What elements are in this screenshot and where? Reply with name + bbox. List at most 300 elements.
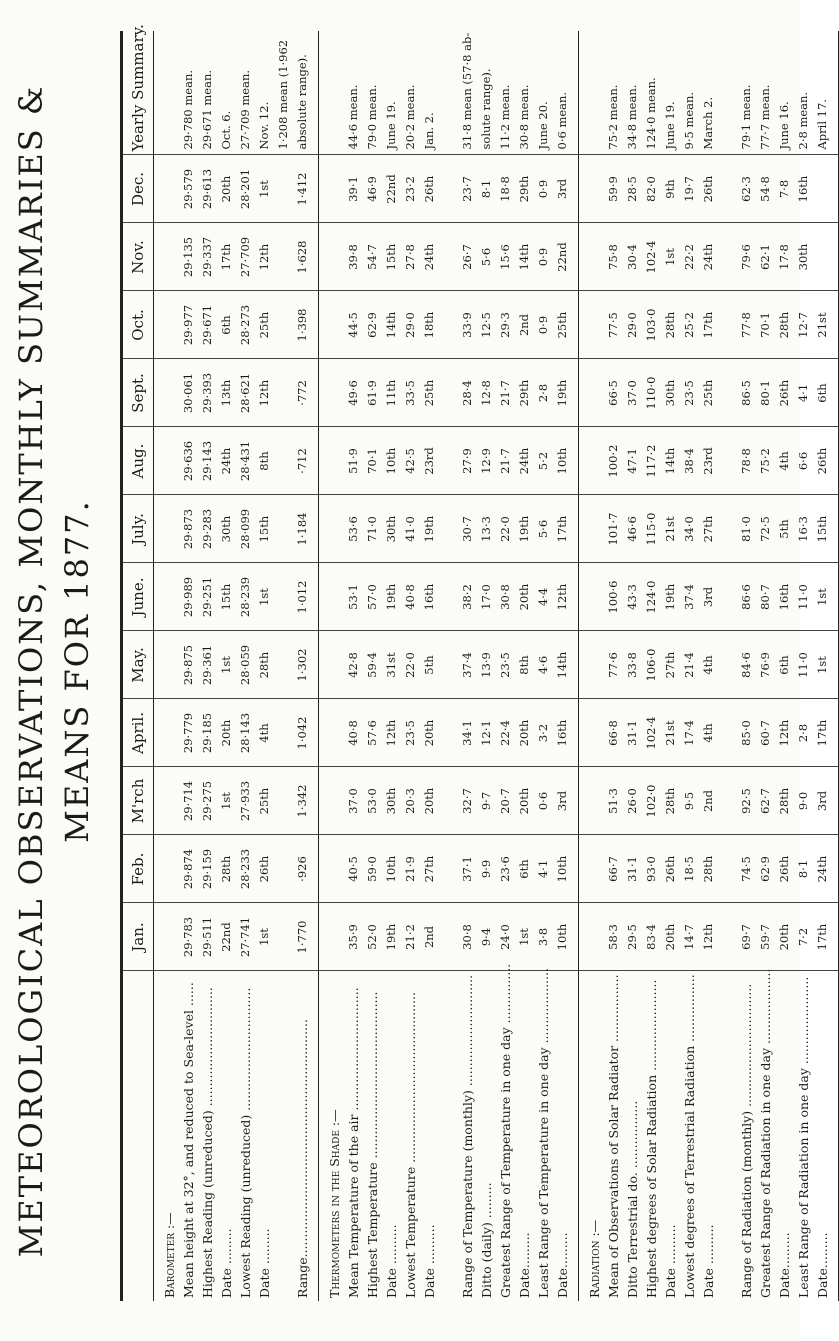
value-cell: 27·741 [238, 916, 252, 958]
header-month: Oct. [122, 291, 154, 359]
value-cell: 37·0 [625, 380, 639, 406]
value-cell [160, 567, 179, 628]
value-cell: 10th [555, 923, 569, 951]
value-cell [718, 295, 737, 356]
value-cell: 29·3 [498, 312, 512, 338]
value-cell: 1st [517, 928, 531, 946]
value-cell: 1st [815, 588, 829, 606]
month-values [154, 631, 319, 699]
value-cell: 20th [219, 175, 233, 203]
value-cell [585, 839, 604, 900]
yearly-value: June 19. [663, 101, 677, 150]
row-label: Date ......... [219, 1228, 234, 1298]
yearly-value: solute range). [479, 68, 493, 150]
value-cell: 4th [777, 451, 791, 471]
value-cell: 28·099 [238, 508, 252, 550]
value-cell: 29·875 [181, 644, 195, 686]
value-cell: 10th [555, 855, 569, 883]
value-cell: 4·6 [536, 655, 550, 675]
value-cell: 29·511 [200, 916, 214, 958]
value-cell: 66·7 [606, 856, 620, 882]
value-cell: 59·7 [758, 924, 772, 950]
value-cell: 26·0 [625, 788, 639, 814]
header-month: May. [122, 631, 154, 699]
value-cell: 12th [384, 719, 398, 747]
value-cell: 12·9 [479, 448, 493, 474]
value-cell: 6th [517, 859, 531, 879]
value-cell: 29·275 [200, 780, 214, 822]
value-cell [585, 227, 604, 288]
value-cell: 15th [815, 515, 829, 543]
row-label: Greatest Range of Radiation in one day ................... [758, 968, 773, 1298]
value-cell: 71·0 [365, 516, 379, 542]
value-cell: 22·0 [403, 652, 417, 678]
row-label: Date ......... [257, 1228, 272, 1298]
value-cell: 27th [701, 515, 715, 543]
value-cell: 62·9 [758, 856, 772, 882]
yearly-value: 77·7 mean. [758, 84, 772, 150]
value-cell: 21st [663, 516, 677, 542]
value-cell: 19·7 [682, 176, 696, 202]
value-cell: 8·1 [479, 179, 493, 199]
value-cell: 14th [384, 311, 398, 339]
month-values [319, 699, 579, 767]
row-label [718, 975, 737, 1299]
value-cell: 49·6 [346, 380, 360, 406]
value-cell [325, 499, 344, 560]
value-cell: 26th [777, 379, 791, 407]
value-cell: ·772 [295, 380, 309, 406]
value-cell [160, 363, 179, 424]
value-cell [325, 567, 344, 628]
month-values [319, 427, 579, 495]
value-cell: 17·4 [682, 720, 696, 746]
value-cell: 29·337 [200, 236, 214, 278]
value-cell: 34·1 [460, 720, 474, 746]
value-cell: 29·0 [625, 312, 639, 338]
value-cell: 74·5 [739, 856, 753, 882]
value-cell: 21st [815, 312, 829, 338]
yearly-value: 2·8 mean. [796, 91, 810, 150]
value-cell [718, 907, 737, 968]
value-cell: 12·7 [796, 312, 810, 338]
table-body [154, 31, 839, 1301]
yearly-value: 30·8 mean. [517, 84, 531, 150]
value-cell [160, 431, 179, 492]
value-cell: 3·2 [536, 723, 550, 743]
value-cell: 11th [384, 379, 398, 407]
yearly-value: 31·8 mean (57·8 ab- [460, 32, 474, 150]
yearly-value: 29·671 mean. [200, 69, 214, 150]
value-cell [274, 839, 293, 900]
value-cell: 22·4 [498, 720, 512, 746]
value-cell: 115·0 [644, 512, 658, 546]
row-label: Lowest Temperature ........................................... [403, 991, 418, 1298]
month-values [579, 835, 839, 903]
value-cell: 30·4 [625, 244, 639, 270]
value-cell: 9·5 [682, 791, 696, 811]
value-cell: 24th [422, 243, 436, 271]
value-cell [813, 227, 832, 288]
value-cell: 2nd [701, 789, 715, 813]
value-cell [585, 567, 604, 628]
month-values [319, 359, 579, 427]
month-values [579, 631, 839, 699]
value-cell: 16·3 [796, 516, 810, 542]
yearly-value: March 2. [701, 96, 715, 150]
value-cell: 8·1 [796, 859, 810, 879]
value-cell: 77·6 [606, 652, 620, 678]
value-cell: 25th [257, 787, 271, 815]
value-cell: 4th [701, 655, 715, 675]
value-cell: 20th [517, 719, 531, 747]
month-values [319, 631, 579, 699]
value-cell: 30th [796, 243, 810, 271]
value-cell: 29·0 [403, 312, 417, 338]
value-cell [160, 839, 179, 900]
header-month: July. [122, 495, 154, 563]
value-cell [160, 159, 179, 220]
value-cell [585, 771, 604, 832]
value-cell: 23·6 [498, 856, 512, 882]
yearly-value: 124·0 mean. [644, 77, 658, 150]
value-cell: 124·0 [644, 580, 658, 614]
month-values [319, 563, 579, 631]
value-cell [274, 567, 293, 628]
value-cell: 29·159 [200, 848, 214, 890]
month-values [319, 495, 579, 563]
value-cell: 100·6 [606, 580, 620, 614]
yearly-value: 20·2 mean. [403, 84, 417, 150]
header-month: Sept. [122, 359, 154, 427]
value-cell: 1·012 [295, 580, 309, 614]
header-month: April. [122, 699, 154, 767]
value-cell: 54·8 [758, 176, 772, 202]
value-cell [718, 703, 737, 764]
value-cell: 26th [777, 855, 791, 883]
value-cell: 80·7 [758, 584, 772, 610]
section-heading: Barometer :— [162, 1212, 177, 1298]
yearly-summary-values [579, 31, 839, 155]
value-cell: 0·9 [536, 247, 550, 267]
value-cell [718, 431, 737, 492]
header-row [122, 31, 154, 1301]
value-cell: 12th [555, 583, 569, 611]
value-cell: 29·185 [200, 712, 214, 754]
value-cell: 20th [777, 923, 791, 951]
yearly-value: 79·0 mean. [365, 84, 379, 150]
value-cell: 20th [422, 719, 436, 747]
value-cell: 26th [663, 855, 677, 883]
value-cell: 117·2 [644, 444, 658, 478]
value-cell: 5·2 [536, 451, 550, 471]
yearly-value [718, 34, 737, 152]
value-cell: 27·933 [238, 780, 252, 822]
value-cell: ·712 [295, 448, 309, 474]
value-cell [325, 839, 344, 900]
value-cell [325, 703, 344, 764]
value-cell: 62·1 [758, 244, 772, 270]
value-cell [325, 363, 344, 424]
row-label: Mean Temperature of the air ............................... [346, 987, 361, 1298]
value-cell: 28·233 [238, 848, 252, 890]
header-month: M'rch [122, 767, 154, 835]
month-values [579, 223, 839, 291]
month-values [579, 903, 839, 971]
value-cell [325, 295, 344, 356]
row-label: Mean height at 32°, and reduced to Sea-level ...... [181, 982, 196, 1298]
yearly-value: 79·1 mean. [739, 84, 753, 150]
month-values [154, 563, 319, 631]
value-cell [585, 635, 604, 696]
value-cell [718, 159, 737, 220]
value-cell: 58·3 [606, 924, 620, 950]
value-cell [439, 771, 458, 832]
value-cell: 14th [555, 651, 569, 679]
value-cell: 6th [777, 655, 791, 675]
header-month: Dec. [122, 155, 154, 223]
value-cell: 4·1 [536, 859, 550, 879]
value-cell: 31·1 [625, 720, 639, 746]
value-cell [439, 703, 458, 764]
value-cell [325, 159, 344, 220]
observations-table [120, 24, 839, 1301]
month-values [154, 767, 319, 835]
value-cell: 75·8 [606, 244, 620, 270]
section-row [319, 31, 579, 1301]
value-cell [585, 295, 604, 356]
value-cell: 1st [219, 792, 233, 810]
value-cell [439, 499, 458, 560]
value-cell: 2nd [517, 313, 531, 337]
page-title: METEOROLOGICAL OBSERVATIONS, MONTHLY SUMMARIES & MEANS FOR 1877. [12, 84, 96, 1258]
value-cell: 1·770 [295, 920, 309, 954]
value-cell: 22nd [555, 242, 569, 272]
value-cell: 23rd [701, 447, 715, 475]
value-cell: 30·8 [460, 924, 474, 950]
value-cell [718, 567, 737, 628]
month-values [579, 155, 839, 223]
value-cell: 66·8 [606, 720, 620, 746]
month-values [319, 903, 579, 971]
value-cell: 30th [219, 515, 233, 543]
section-row [154, 31, 319, 1301]
value-cell: 8th [517, 655, 531, 675]
value-cell: 29·874 [181, 848, 195, 890]
row-label: Date .......... [422, 1224, 437, 1298]
value-cell: 86·6 [739, 584, 753, 610]
value-cell: 29·779 [181, 712, 195, 754]
value-cell: 15th [384, 243, 398, 271]
value-cell: 8th [257, 451, 271, 471]
value-cell: 10th [384, 447, 398, 475]
value-cell: 28·201 [238, 168, 252, 210]
value-cell: 26·7 [460, 244, 474, 270]
value-cell: 9th [663, 179, 677, 199]
value-cell: 13th [219, 379, 233, 407]
value-cell [274, 363, 293, 424]
value-cell: 1·184 [295, 512, 309, 546]
value-cell: 2·8 [536, 383, 550, 403]
value-cell: 62·7 [758, 788, 772, 814]
row-label: Ditto (daily) ......... [479, 1182, 494, 1298]
value-cell: 9·0 [796, 791, 810, 811]
value-cell: 28th [219, 855, 233, 883]
value-cell: 28·143 [238, 712, 252, 754]
month-values [154, 359, 319, 427]
value-cell: 23rd [422, 447, 436, 475]
value-cell [274, 295, 293, 356]
value-cell: 22·2 [682, 244, 696, 270]
value-cell: 19th [384, 583, 398, 611]
value-cell: 77·8 [739, 312, 753, 338]
row-label: Highest degrees of Solar Radiation ....................... [644, 979, 659, 1298]
row-label: Range of Temperature (monthly) ............................ [460, 974, 475, 1298]
value-cell: 42·5 [403, 448, 417, 474]
value-cell: 9·7 [479, 791, 493, 811]
value-cell: 21st [663, 720, 677, 746]
value-cell: 20th [663, 923, 677, 951]
value-cell: 20th [517, 787, 531, 815]
value-cell: 27·9 [460, 448, 474, 474]
value-cell: 23·5 [403, 720, 417, 746]
value-cell: 28·5 [625, 176, 639, 202]
value-cell: 62·9 [365, 312, 379, 338]
value-cell: 38·2 [460, 584, 474, 610]
row-label: Highest Reading (unreduced) .............................. [200, 987, 215, 1298]
value-cell: 29·135 [181, 236, 195, 278]
value-cell: 23·7 [460, 176, 474, 202]
header-month: Aug. [122, 427, 154, 495]
value-cell [585, 431, 604, 492]
value-cell: 1st [663, 248, 677, 266]
value-cell [718, 771, 737, 832]
value-cell: 17th [555, 515, 569, 543]
value-cell: 12·1 [479, 720, 493, 746]
month-values [154, 903, 319, 971]
value-cell: 25th [701, 379, 715, 407]
month-values [319, 767, 579, 835]
value-cell: 1st [815, 656, 829, 674]
value-cell: 33·9 [460, 312, 474, 338]
value-cell [160, 499, 179, 560]
value-cell [718, 839, 737, 900]
value-cell: 1st [257, 928, 271, 946]
value-cell [585, 159, 604, 220]
value-cell: 22nd [219, 922, 233, 952]
yearly-value: Nov. 12. [257, 101, 271, 150]
row-label [274, 975, 293, 1299]
month-values [579, 767, 839, 835]
value-cell: 18·8 [498, 176, 512, 202]
value-cell: 21·2 [403, 924, 417, 950]
row-label: Lowest Reading (unreduced) ............................... [238, 987, 253, 1298]
value-cell: 30th [384, 787, 398, 815]
value-cell [325, 771, 344, 832]
value-cell: 5·6 [536, 519, 550, 539]
header-month: Feb. [122, 835, 154, 903]
value-cell: 110·0 [644, 376, 658, 410]
value-cell: 20th [219, 719, 233, 747]
value-cell [439, 431, 458, 492]
value-cell: 37·4 [682, 584, 696, 610]
value-cell: 62·3 [739, 176, 753, 202]
yearly-value: 27·709 mean. [238, 69, 252, 150]
value-cell: 12th [777, 719, 791, 747]
month-values [579, 699, 839, 767]
value-cell [274, 227, 293, 288]
value-cell: 47·1 [625, 448, 639, 474]
value-cell: 1st [219, 656, 233, 674]
row-label [439, 975, 458, 1299]
value-cell: 18·5 [682, 856, 696, 882]
row-label: Greatest Range of Temperature in one day ............... [498, 963, 513, 1298]
month-values [154, 155, 319, 223]
value-cell: 15th [257, 515, 271, 543]
value-cell: 29·636 [181, 440, 195, 482]
value-cell: 19th [422, 515, 436, 543]
value-cell: 20th [422, 787, 436, 815]
header-month: June. [122, 563, 154, 631]
value-cell: 0·6 [536, 791, 550, 811]
value-cell: 53·0 [365, 788, 379, 814]
row-label: Range of Radiation (monthly) ............................... [739, 983, 754, 1298]
month-values [154, 699, 319, 767]
value-cell [439, 567, 458, 628]
value-cell: 46·6 [625, 516, 639, 542]
value-cell: 29·873 [181, 508, 195, 550]
value-cell [325, 907, 344, 968]
value-cell: 28·4 [460, 380, 474, 406]
value-cell: 34·0 [682, 516, 696, 542]
value-cell [439, 635, 458, 696]
value-cell: 24th [701, 243, 715, 271]
header-month: Jan. [122, 903, 154, 971]
yearly-value: absolute range). [295, 54, 309, 150]
value-cell [718, 499, 737, 560]
header-month: Nov. [122, 223, 154, 291]
value-cell: 9·9 [479, 859, 493, 879]
value-cell: 1st [257, 180, 271, 198]
value-cell: 12th [257, 243, 271, 271]
value-cell: 28·273 [238, 304, 252, 346]
value-cell: 29·5 [625, 924, 639, 950]
value-cell: 72·5 [758, 516, 772, 542]
value-cell: 16th [796, 175, 810, 203]
value-cell: 28·431 [238, 440, 252, 482]
row-label: Least Range of Radiation in one day ...................... [796, 976, 811, 1298]
value-cell: 29·783 [181, 916, 195, 958]
value-cell: 17·0 [479, 584, 493, 610]
value-cell: 35·9 [346, 924, 360, 950]
value-cell: 13·3 [479, 516, 493, 542]
value-cell: 53·6 [346, 516, 360, 542]
value-cell: 29·361 [200, 644, 214, 686]
row-label: Range............................................................ [295, 1018, 310, 1298]
value-cell [160, 635, 179, 696]
section-row [579, 31, 839, 1301]
value-cell: 31st [384, 652, 398, 678]
value-cell: 82·0 [644, 176, 658, 202]
value-cell [325, 431, 344, 492]
section-heading: Thermometers in the Shade :— [327, 1109, 342, 1298]
value-cell [585, 703, 604, 764]
value-cell: 19th [555, 379, 569, 407]
month-values [579, 359, 839, 427]
value-cell: 70·1 [758, 312, 772, 338]
value-cell: 92·5 [739, 788, 753, 814]
yearly-value: 1·208 mean (1·962 [276, 39, 290, 150]
